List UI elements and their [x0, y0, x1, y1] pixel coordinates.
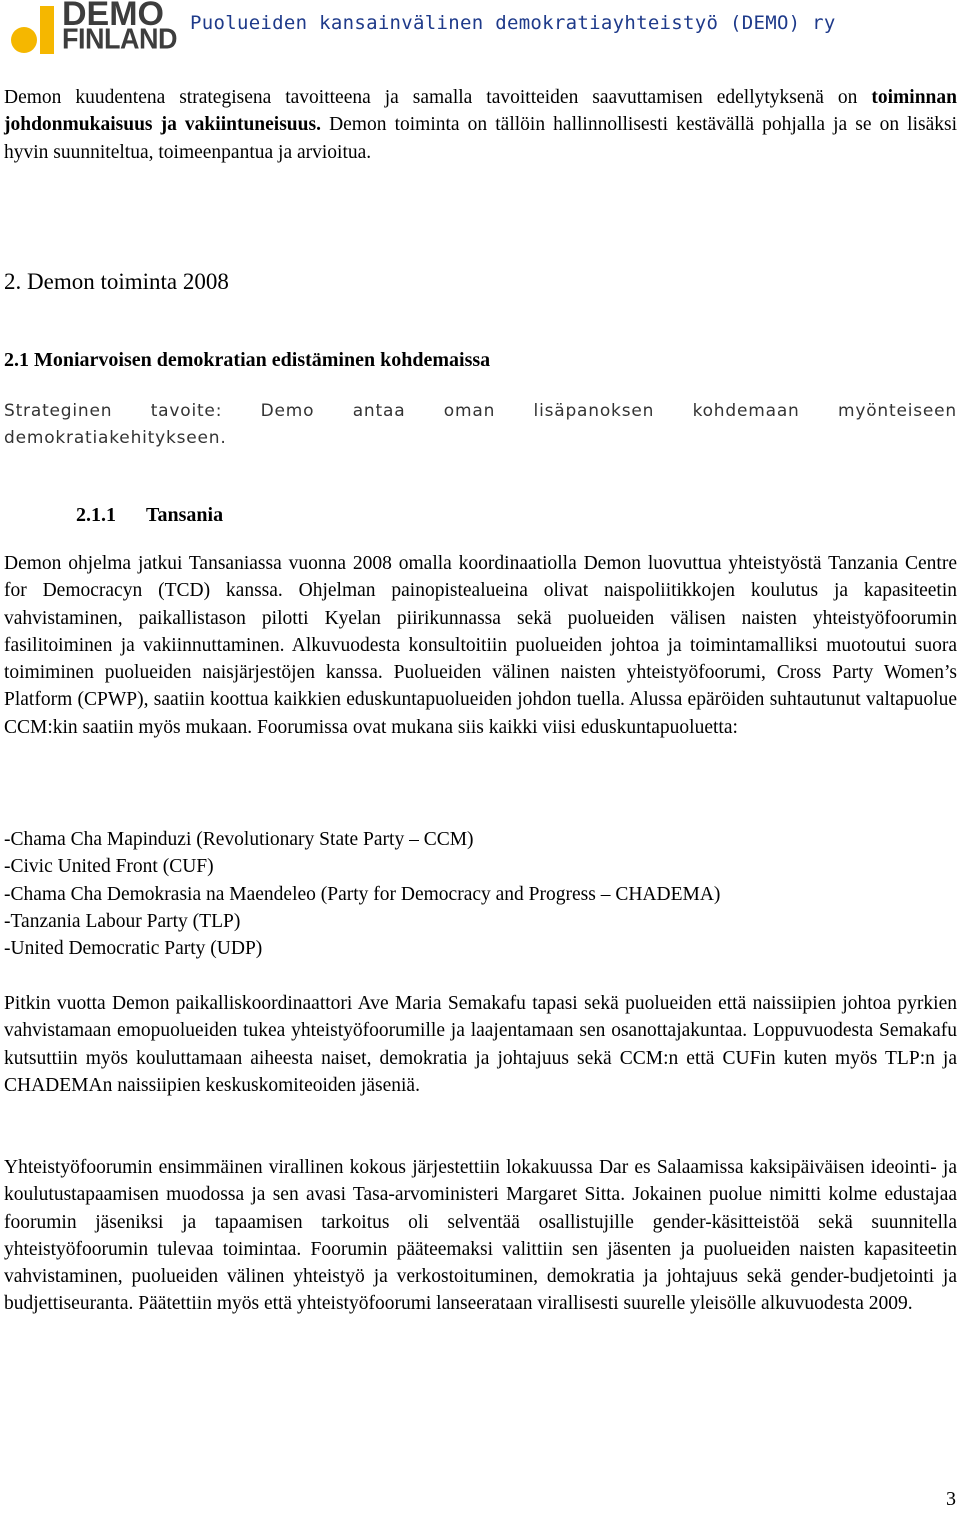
tansania-paragraph-2: Pitkin vuotta Demon paikalliskoordinaattori Ave Maria Semakafu tapasi sekä puolueiden että naissiipien johtoa pyrkien vahvistamaan emopuolueiden tukea yhteistyöfoorumille ja laajentamaan sen osanottajakuntaa. Loppuvuodesta Semakafu kutsuttiin myös kouluttamaan aiheesta naiset, demokratia ja johtajuus sekä CCM:n että CUFin kuten myös TLP:n ja CHADEMAn naissiipien keskuskomiteoiden jäseniä.	[4, 993, 957, 1096]
list-item: -Civic United Front (CUF)	[4, 856, 214, 878]
intro-text-end: Demon toiminta on tällöin hallinnollisesti kestävällä pohjalla ja se on lisäksi hyvin suunniteltua, toimeenpantua ja arvioitua.	[4, 114, 958, 163]
logo-text-finland: FINLAND	[62, 23, 177, 55]
demo-finland-logo	[10, 0, 177, 56]
section-heading-2: 2. Demon toiminta 2008	[4, 269, 229, 294]
section-heading-2-1-1	[76, 502, 223, 529]
list-item: -United Democratic Party (UDP)	[4, 938, 263, 960]
strategic-goal-text: Strateginen tavoite: Demo antaa oman lisäpanoksen kohdemaan myönteiseen demokratiakehitykseen.	[4, 401, 957, 448]
page-number: 3	[946, 1488, 956, 1510]
intro-paragraph	[4, 84, 957, 166]
logo-text-demo: DEMO	[62, 0, 164, 33]
list-item: -Tanzania Labour Party (TLP)	[4, 910, 241, 932]
tansania-paragraph-3: Yhteistyöfoorumin ensimmäinen virallinen kokous järjestettiin lokakuussa Dar es Salaamissa kaksipäiväisen ideointi- ja koulutustapaamisen muodossa ja sen avasi Tasa-arvoministeri Margaret Sitta. Jokainen puolue nimitti kolme edustajaa foorumin jäseniksi ja tapaamisen tarkoitus oli selventää osallistujille gender-käsitteistöä sekä suunnitella yhteistyöfoorumin tulevaa toimintaa. Foorumin pääteemaksi valittiin sen jäsenten ja puolueiden naisten kapasiteetin vahvistaminen, puolueiden välinen yhteistyö ja verkostoituminen, demokratia ja johtajuus sekä gender-budjetointi ja budjettiseuranta. Päätettiin myös että yhteistyöfoorumi lanseerataan virallisesti suurelle yleisölle alkuvuodesta 2009.	[4, 1157, 957, 1315]
logo-mark-icon	[10, 0, 60, 56]
party-list	[4, 826, 957, 962]
tansania-paragraph-1: Demon ohjelma jatkui Tansaniassa vuonna 2008 omalla koordinaatiolla Demon luovuttua yhteistyöstä Tanzania Centre for Democracyn (TCD) kanssa. Ohjelman painopistealueina olivat naispoliitikkojen koulutus ja kapasiteetin vahvistaminen, paikallistason pilotti Kyelan piirikunnassa sekä puolueiden välisen naisten yhteistyöfoorumin fasilitoiminen ja vakiinnuttaminen. Alkuvuodesta konsultoitiin puolueiden johtoa ja toimintamalliksi muotoutui suora toimiminen puolueiden naisjärjestöjen kanssa. Puolueiden välinen naisten yhteistyöfoorumi, Cross Party Women’s Platform (CPWP), saatiin koottua kaikkien eduskuntapuolueiden johdon tuella. Alussa epäröiden suhtautunut valtapuolue CCM:kin saatiin myös mukaan. Foorumissa ovat mukana siis kaikki viisi eduskuntapuoluetta:	[4, 553, 957, 738]
page-header	[10, 0, 960, 56]
section-title: Tansania	[146, 504, 224, 526]
list-item: -Chama Cha Demokrasia na Maendeleo (Party for Democracy and Progress – CHADEMA)	[4, 883, 721, 905]
section-number: 2.1.1	[76, 504, 116, 526]
organization-name: Puolueiden kansainvälinen demokratiayhteistyö (DEMO) ry	[190, 12, 836, 34]
intro-text-start: Demon kuudentena strategisena tavoitteena ja samalla tavoitteiden saavuttamisen edellytyksenä on	[4, 87, 872, 108]
intro-text-bold: toiminnan johdonmukaisuus ja vakiintuneisuus.	[4, 87, 957, 136]
section-heading-2-1: 2.1 Moniarvoisen demokratian edistäminen kohdemaissa	[4, 349, 491, 371]
list-item: -Chama Cha Mapinduzi (Revolutionary State Party – CCM)	[4, 829, 474, 850]
